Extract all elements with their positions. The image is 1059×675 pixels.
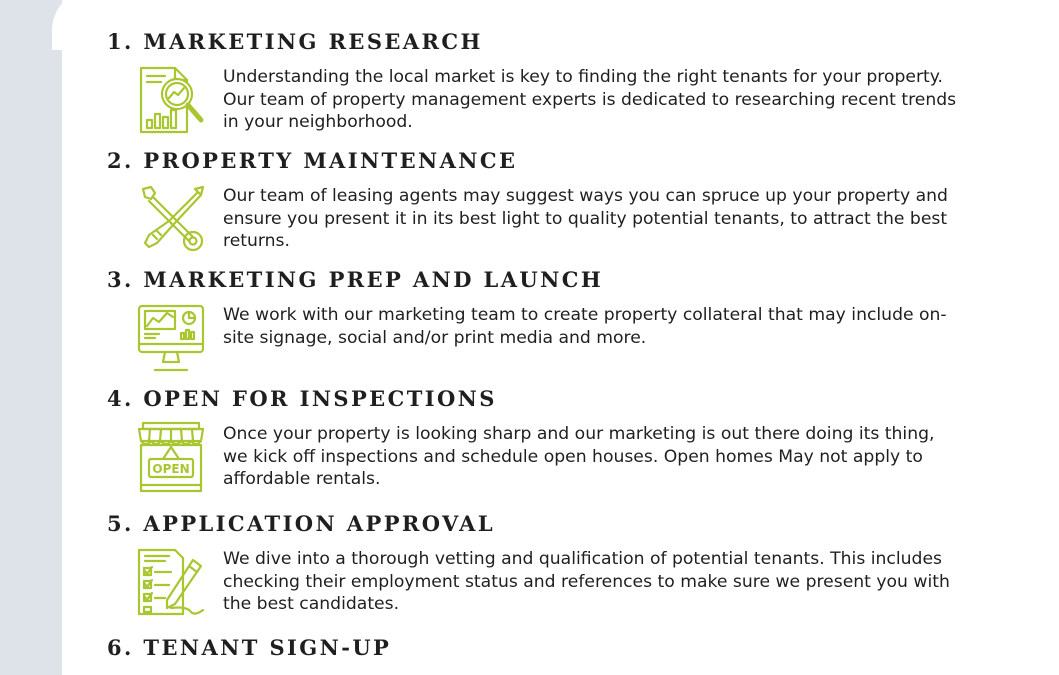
wrench-screwdriver-icon xyxy=(135,183,207,255)
open-store-icon xyxy=(135,421,207,493)
step-description: Our team of leasing agents may suggest ways you can spruce up your property and ensure you present it in its best light to quality potential tenants, to attract the best returns. xyxy=(223,186,948,252)
side-decorative-band xyxy=(0,0,62,675)
step-title: 6. TENANT SIGN-UP xyxy=(107,635,392,660)
step-title: 4. OPEN FOR INSPECTIONS xyxy=(107,386,497,411)
checklist-pen-icon xyxy=(135,546,207,618)
analytics-monitor-icon xyxy=(135,302,207,374)
side-band-curve xyxy=(52,0,92,50)
step-description: Once your property is looking sharp and our marketing is out there doing its thing, we kick off inspections and schedule open houses. Open homes May not apply to affordable rentals. xyxy=(223,424,935,490)
market-research-icon xyxy=(135,64,207,136)
step-title: 2. PROPERTY MAINTENANCE xyxy=(107,148,518,173)
step-title: 3. MARKETING PREP AND LAUNCH xyxy=(107,267,604,292)
open-sign-label: OPEN xyxy=(152,462,190,476)
step-title: 5. APPLICATION APPROVAL xyxy=(107,511,495,536)
step-description: Understanding the local market is key to finding the right tenants for your property. Our team of property management experts is dedicated to researching recent trends in your neighborhood. xyxy=(223,67,957,133)
step-description: We dive into a thorough vetting and qualification of potential tenants. This includes checking their employment status and references to make sure we present you with the best candidates. xyxy=(223,549,950,615)
step-description: We work with our marketing team to create property collateral that may include on-site signage, social and/or print media and more. xyxy=(223,305,947,348)
step-title: 1. MARKETING RESEARCH xyxy=(107,29,483,54)
